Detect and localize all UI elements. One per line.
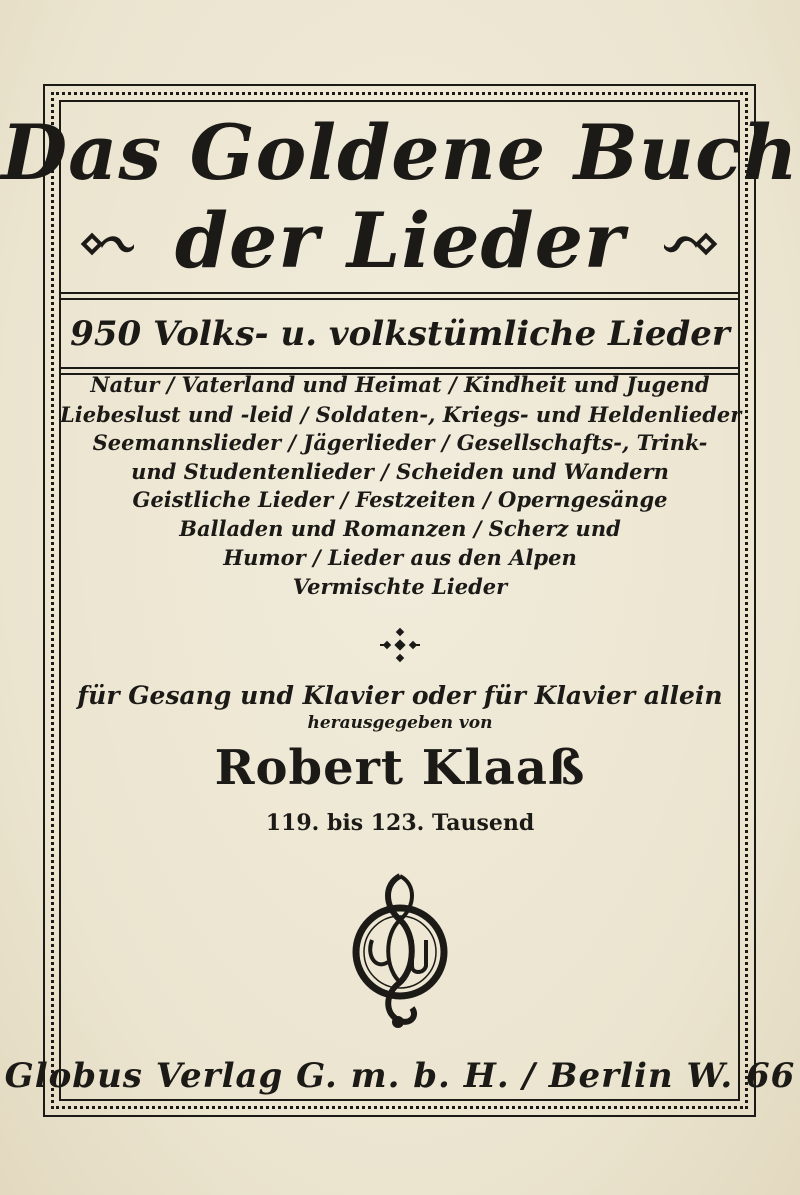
editor-name: Robert Klaaß	[214, 740, 586, 796]
contents-line: Vermischte Lieder	[292, 574, 508, 599]
contents-line: und Studentenlieder / Scheiden und Wandern	[131, 459, 669, 484]
divider-bottom	[61, 367, 738, 369]
treble-clef-monogram-logo	[340, 870, 460, 1030]
edition-line: 119. bis 123. Tausend	[265, 810, 535, 836]
editor-label: herausgegeben von	[307, 713, 493, 733]
contents-line: Humor / Lieder aus den Alpen	[223, 545, 577, 570]
title-line-1: Das Goldene Buch	[1, 108, 799, 197]
divider-top	[61, 292, 738, 294]
contents-line: Geistliche Lieder / Festzeiten / Operngesänge	[132, 487, 668, 512]
subtitle: 950 Volks- u. volkstümliche Lieder	[70, 314, 730, 354]
title-line-2: der Lieder	[174, 196, 626, 285]
divider-top-secondary	[61, 298, 738, 300]
contents-line: Liebeslust und -leid / Soldaten-, Kriegs- und Heldenlieder	[60, 402, 742, 427]
knot-ornament-icon	[662, 220, 720, 268]
contents-line: Seemannslieder / Jägerlieder / Gesellschafts-, Trink-	[92, 430, 708, 455]
contents-line: Natur / Vaterland und Heimat / Kindheit und Jugend	[90, 372, 710, 397]
instrumentation-line: für Gesang und Klavier oder für Klavier allein	[77, 681, 723, 710]
knot-ornament-icon	[78, 220, 136, 268]
publisher-imprint: Globus Verlag G. m. b. H. / Berlin W. 66	[4, 1056, 796, 1096]
contents-line: Balladen und Romanzen / Scherz und	[179, 516, 621, 541]
diamond-cluster-icon	[380, 627, 420, 663]
